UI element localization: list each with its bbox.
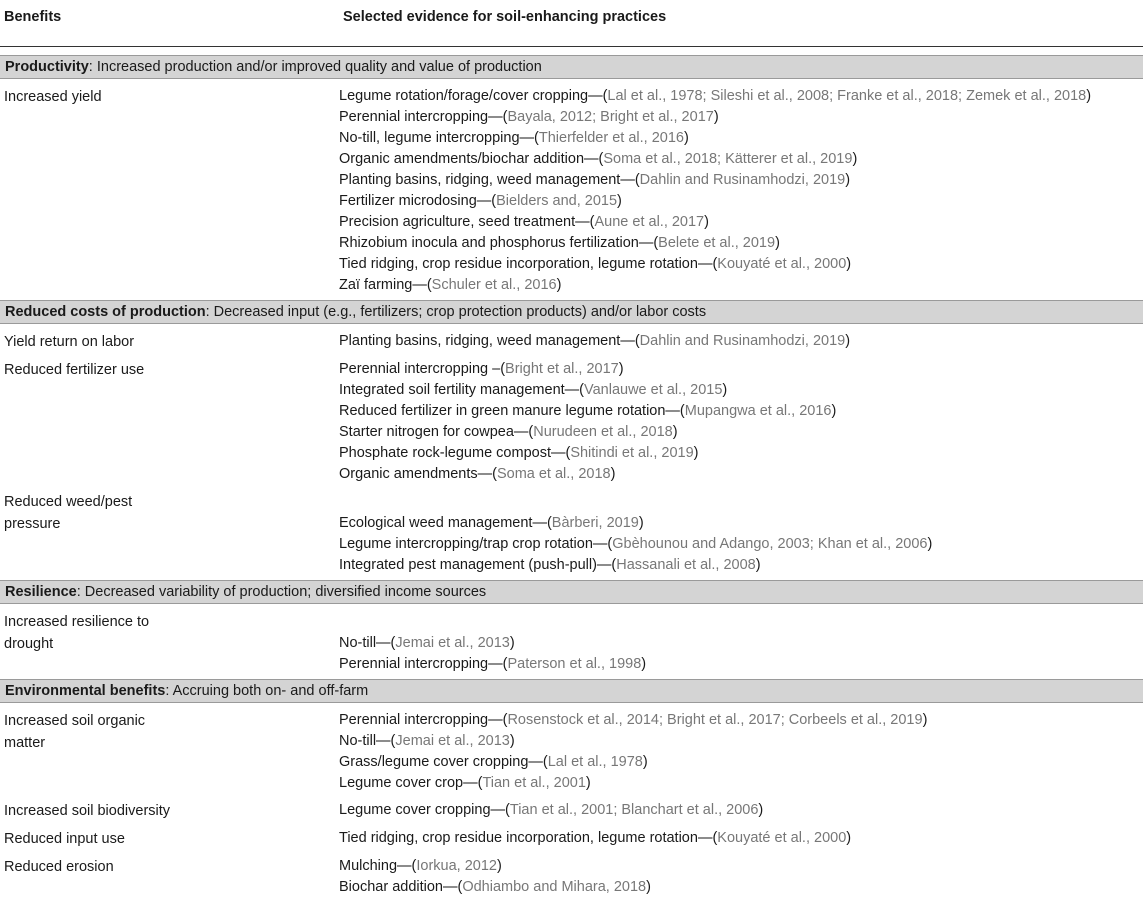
table-row: [0, 359, 1143, 485]
practice-text: Legume cover cropping—(: [339, 802, 510, 818]
benefit-label-line: matter: [4, 735, 46, 751]
benefit-cell: [0, 86, 339, 108]
table-row: [0, 710, 1143, 794]
evidence-item: [339, 800, 1143, 821]
practice-text: Perennial intercropping—(: [339, 109, 508, 125]
benefit-label-line: pressure: [4, 516, 61, 532]
table-row: [0, 856, 1143, 898]
practice-text: Organic amendments/biochar addition—(: [339, 151, 604, 167]
evidence-item: [339, 86, 1143, 107]
benefit-cell: [0, 828, 339, 850]
citation-close: ): [556, 277, 562, 293]
benefit-cell: [0, 331, 339, 353]
citation-close: ): [683, 130, 689, 146]
citation-close: ): [496, 858, 502, 874]
citation-close: ): [617, 193, 622, 209]
benefit-label-line: Increased soil organic: [4, 713, 146, 729]
evidence-cell: [339, 331, 1143, 352]
header-benefits: Benefits: [4, 9, 62, 25]
practice-text: Perennial intercropping—(: [339, 712, 508, 728]
citation-close: ): [638, 515, 644, 531]
evidence-cell: [339, 856, 1143, 898]
table-row: [0, 491, 1143, 576]
practice-text: Reduced fertilizer in green manure legume rotation—(: [339, 403, 685, 419]
citation-text: Thierfelder et al., 2016: [538, 130, 684, 146]
evidence-item: [339, 422, 1143, 443]
practice-text: Legume intercropping/trap crop rotation—(: [339, 536, 613, 552]
evidence-item: [339, 731, 1143, 752]
section-subtitle: : Increased production and/or improved quality and value of production: [88, 59, 542, 75]
practice-text: Legume cover crop—(: [339, 775, 483, 791]
evidence-item: [339, 828, 1143, 849]
citation-close: ): [755, 557, 761, 573]
citation-close: ): [1086, 88, 1092, 104]
practice-text: Planting basins, ridging, weed management—(: [339, 172, 640, 188]
table-body: [0, 55, 1143, 898]
benefit-label-line: Reduced weed/pest: [4, 494, 133, 510]
practice-text: Biochar addition—(: [339, 879, 463, 895]
section-subtitle: : Decreased variability of production; diversified income sources: [76, 584, 487, 600]
citation-text: Jemai et al., 2013: [395, 635, 510, 651]
evidence-cell: [339, 359, 1143, 485]
citation-close: ): [642, 754, 648, 770]
evidence-item: [339, 254, 1143, 275]
benefit-label: Increased soil biodiversity: [4, 803, 171, 819]
citation-text: Paterson et al., 1998: [507, 656, 642, 672]
table-row: [0, 828, 1143, 850]
citation-text: Bright et al., 2017: [505, 361, 619, 377]
citation-text: Kouyaté et al., 2000: [717, 256, 847, 272]
citation-close: ): [852, 151, 858, 167]
evidence-item: [339, 752, 1143, 773]
section-subtitle: : Decreased input (e.g., fertilizers; crop protection products) and/or labor costs: [205, 304, 707, 320]
practice-text: Perennial intercropping –(: [339, 361, 506, 377]
evidence-item: [339, 380, 1143, 401]
practice-text: No-till—(: [339, 733, 396, 749]
practice-text: Phosphate rock-legume compost—(: [339, 445, 571, 461]
section-header: [0, 55, 1143, 79]
evidence-item: [339, 128, 1143, 149]
citation-close: ): [618, 361, 624, 377]
citation-close: ): [713, 109, 719, 125]
evidence-item: [339, 149, 1143, 170]
evidence-item: [339, 773, 1143, 794]
citation-close: ): [845, 333, 851, 349]
benefit-cell: [0, 800, 339, 822]
citation-close: ): [927, 536, 933, 552]
citation-close: ): [831, 403, 837, 419]
benefit-label: Increased yield: [4, 89, 102, 105]
evidence-item: [339, 555, 1143, 576]
evidence-item: [339, 513, 1143, 534]
citation-text: Soma et al., 2018; Kätterer et al., 2019: [603, 151, 853, 167]
citation-close: ): [846, 830, 852, 846]
benefit-label-line: Increased resilience to: [4, 614, 150, 630]
benefit-cell: [0, 359, 339, 381]
citation-close: ): [704, 214, 709, 230]
section-title: Environmental benefits: [5, 683, 166, 699]
benefit-label: Reduced fertilizer use: [4, 362, 145, 378]
practice-text: Ecological weed management—(: [339, 515, 552, 531]
practice-text: Organic amendments—(: [339, 466, 497, 482]
evidence-item: [339, 331, 1143, 352]
practice-text: Starter nitrogen for cowpea—(: [339, 424, 534, 440]
evidence-item: [339, 359, 1143, 380]
citation-text: Aune et al., 2017: [594, 214, 705, 230]
citation-text: Shitindi et al., 2019: [570, 445, 694, 461]
evidence-item: [339, 212, 1143, 233]
citation-text: Rosenstock et al., 2014; Bright et al., 2017; Corbeels et al., 2019: [507, 712, 923, 728]
section-header: [0, 300, 1143, 324]
citation-text: Tian et al., 2001: [482, 775, 586, 791]
evidence-item: [339, 170, 1143, 191]
table-row: [0, 611, 1143, 675]
citation-close: ): [610, 466, 616, 482]
practice-text: Fertilizer microdosing—(: [339, 193, 497, 209]
citation-close: ): [846, 256, 852, 272]
practice-text: Planting basins, ridging, weed management—(: [339, 333, 640, 349]
evidence-item: [339, 107, 1143, 128]
practice-text: No-till—(: [339, 635, 396, 651]
benefit-label: Reduced erosion: [4, 859, 114, 875]
evidence-cell: [339, 710, 1143, 794]
practice-text: Integrated pest management (push-pull)—(: [339, 557, 617, 573]
citation-text: Mupangwa et al., 2016: [684, 403, 832, 419]
table-row: [0, 86, 1143, 296]
citation-text: Dahlin and Rusinamhodzi, 2019: [639, 172, 846, 188]
benefit-cell: [0, 856, 339, 878]
citation-close: ): [722, 382, 728, 398]
evidence-item: [339, 710, 1143, 731]
benefit-label: Yield return on labor: [4, 334, 135, 350]
section-title: Reduced costs of production: [5, 304, 206, 320]
citation-text: Odhiambo and Mihara, 2018: [462, 879, 647, 895]
citation-text: Lal et al., 1978; Sileshi et al., 2008; Franke et al., 2018; Zemek et al., 2018: [607, 88, 1087, 104]
practice-text: Rhizobium inocula and phosphorus fertilization—(: [339, 235, 659, 251]
evidence-item: [339, 191, 1143, 212]
section-title: Resilience: [5, 584, 77, 600]
practice-text: Integrated soil fertility management—(: [339, 382, 584, 398]
evidence-item: [339, 401, 1143, 422]
citation-text: Soma et al., 2018: [496, 466, 611, 482]
practice-text: Precision agriculture, seed treatment—(: [339, 214, 595, 230]
benefit-cell: [0, 611, 339, 655]
citation-text: Bayala, 2012; Bright et al., 2017: [507, 109, 714, 125]
table-header: [0, 0, 1143, 47]
citation-text: Iorkua, 2012: [416, 858, 497, 874]
citation-text: Jemai et al., 2013: [395, 733, 510, 749]
citation-close: ): [758, 802, 764, 818]
benefit-cell: [0, 710, 339, 754]
section-header: [0, 679, 1143, 703]
section-title: Productivity: [5, 59, 89, 75]
practice-text: No-till, legume intercropping—(: [339, 130, 539, 146]
citation-close: ): [922, 712, 928, 728]
citation-text: Tian et al., 2001; Blanchart et al., 2006: [509, 802, 759, 818]
citation-text: Nurudeen et al., 2018: [533, 424, 673, 440]
benefit-label-line: drought: [4, 636, 54, 652]
citation-text: Vanlauwe et al., 2015: [584, 382, 723, 398]
benefit-cell: [0, 491, 339, 535]
evidence-cell: [339, 491, 1143, 576]
practice-text: Grass/legume cover cropping—(: [339, 754, 548, 770]
citation-close: ): [775, 235, 780, 251]
practice-text: Tied ridging, crop residue incorporation, legume rotation—(: [339, 830, 718, 846]
section-subtitle: : Accruing both on- and off-farm: [165, 683, 369, 699]
citation-close: ): [646, 879, 651, 895]
citation-close: ): [693, 445, 699, 461]
evidence-cell: [339, 86, 1143, 296]
practice-text: Mulching—(: [339, 858, 417, 874]
citation-close: ): [509, 733, 515, 749]
practice-text: Legume rotation/forage/cover cropping—(: [339, 88, 608, 104]
citation-close: ): [585, 775, 591, 791]
evidence-item: [339, 856, 1143, 877]
citation-text: Schuler et al., 2016: [431, 277, 557, 293]
benefit-label: Reduced input use: [4, 831, 125, 847]
practice-text: Zaï farming—(: [339, 277, 432, 293]
practice-text: Perennial intercropping—(: [339, 656, 508, 672]
evidence-cell: [339, 611, 1143, 675]
evidence-item: [339, 443, 1143, 464]
evidence-item: [339, 534, 1143, 555]
evidence-item: [339, 654, 1143, 675]
evidence-item: [339, 464, 1143, 485]
citation-text: Hassanali et al., 2008: [616, 557, 756, 573]
citation-text: Dahlin and Rusinamhodzi, 2019: [639, 333, 846, 349]
evidence-cell: [339, 800, 1143, 821]
table-row: [0, 800, 1143, 822]
header-evidence: Selected evidence for soil-enhancing practices: [343, 9, 667, 25]
evidence-item: [339, 233, 1143, 254]
evidence-item: [339, 877, 1143, 898]
citation-text: Gbèhounou and Adango, 2003; Khan et al., 2006: [612, 536, 928, 552]
table-row: [0, 331, 1143, 353]
citation-close: ): [509, 635, 515, 651]
citation-text: Kouyaté et al., 2000: [717, 830, 847, 846]
citation-text: Bielders and, 2015: [496, 193, 618, 209]
section-header: [0, 580, 1143, 604]
citation-close: ): [845, 172, 851, 188]
citation-close: ): [672, 424, 678, 440]
evidence-item: [339, 633, 1143, 654]
practice-text: Tied ridging, crop residue incorporation, legume rotation—(: [339, 256, 718, 272]
citation-text: Lal et al., 1978: [547, 754, 643, 770]
citation-close: ): [641, 656, 647, 672]
citation-text: Belete et al., 2019: [658, 235, 776, 251]
evidence-item: [339, 275, 1143, 296]
evidence-cell: [339, 828, 1143, 849]
citation-text: Bàrberi, 2019: [551, 515, 639, 531]
